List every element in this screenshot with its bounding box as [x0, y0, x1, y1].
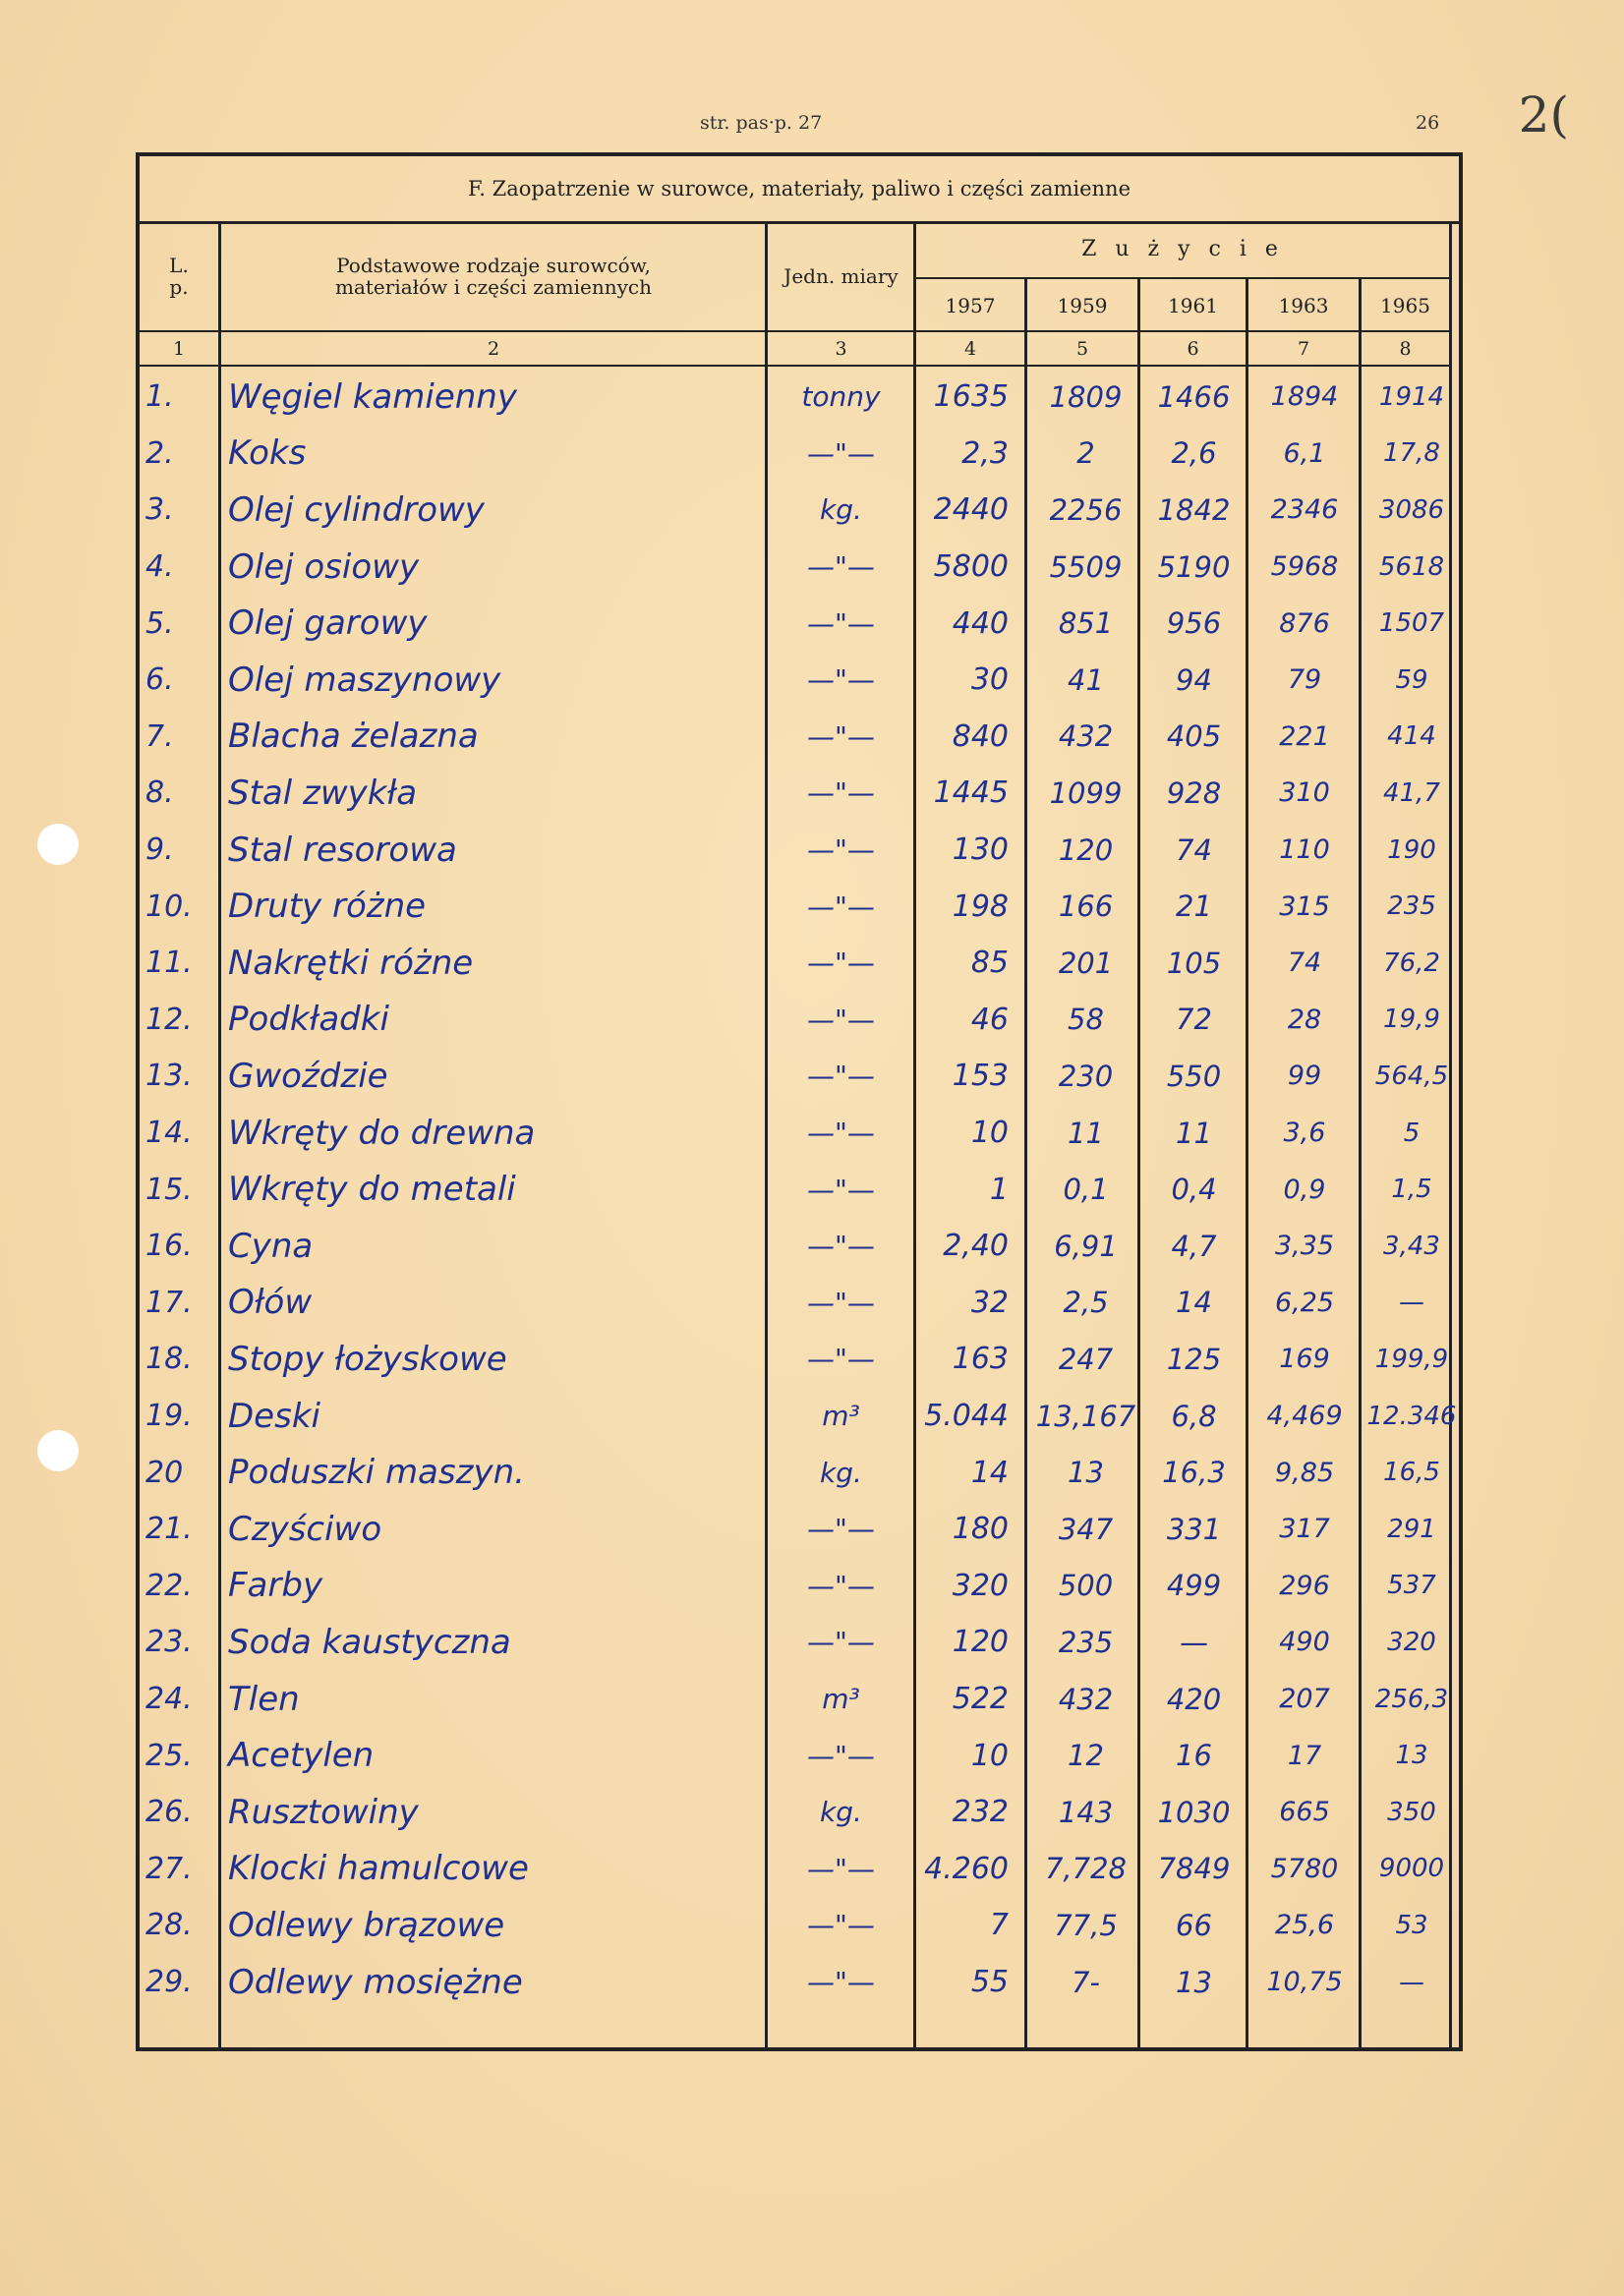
table-row	[140, 1784, 1459, 1841]
consumption-1963: 315	[1279, 890, 1330, 922]
consumption-1961: 6,8	[1171, 1399, 1217, 1433]
consumption-1957: 198	[952, 889, 1009, 924]
consumption-1957: 85	[970, 946, 1009, 981]
consumption-1965: 1914	[1378, 381, 1445, 412]
consumption-1961: 5190	[1157, 549, 1231, 584]
column-number: 2	[487, 337, 500, 360]
consumption-1957: 2,3	[961, 435, 1009, 471]
consumption-1965: 350	[1387, 1797, 1436, 1827]
consumption-1965: 256,3	[1374, 1684, 1449, 1714]
consumption-1961: 928	[1166, 775, 1222, 810]
unit-of-measure: —"—	[807, 606, 875, 640]
consumption-1961: 125	[1166, 1342, 1222, 1376]
consumption-1963: 9,85	[1274, 1457, 1335, 1488]
table-row	[140, 1897, 1459, 1954]
consumption-1959: 41	[1068, 662, 1104, 697]
header-consumption: Z u ż y c i e	[1081, 236, 1284, 261]
table-row	[140, 1275, 1459, 1332]
material-name: Odlewy brązowe	[228, 1905, 505, 1945]
material-name: Olej garowy	[228, 603, 428, 644]
unit-of-measure: —"—	[807, 663, 875, 697]
consumption-1965: 1,5	[1391, 1175, 1432, 1205]
unit-of-measure: kg.	[820, 1796, 862, 1829]
consumption-1961: 4,7	[1171, 1229, 1217, 1263]
consumption-1959: 166	[1058, 890, 1114, 924]
consumption-1957: 30	[970, 662, 1009, 698]
consumption-1965: 59	[1395, 664, 1428, 695]
row-number: 26.	[145, 1795, 193, 1830]
consumption-1963: 17	[1287, 1740, 1322, 1771]
consumption-1963: 0,9	[1283, 1174, 1326, 1205]
unit-of-measure: tonny	[801, 380, 881, 414]
consumption-1961: 11	[1176, 1116, 1212, 1150]
consumption-1959: 235	[1058, 1625, 1114, 1659]
unit-of-measure: —"—	[807, 1286, 875, 1319]
consumption-1965: 9000	[1378, 1854, 1445, 1884]
consumption-1957: 55	[970, 1965, 1009, 2000]
consumption-1959: 13,167	[1035, 1399, 1136, 1433]
material-name: Ołów	[228, 1283, 313, 1323]
row-number: 27.	[145, 1851, 193, 1886]
row-number: 9.	[145, 832, 174, 868]
table-row	[140, 878, 1459, 935]
material-name: Blacha żelazna	[228, 717, 479, 757]
consumption-1963: 25,6	[1274, 1910, 1335, 1941]
consumption-1961: 2,6	[1171, 436, 1217, 471]
unit-of-measure: —"—	[807, 1739, 875, 1772]
column-number: 6	[1187, 337, 1199, 360]
consumption-1959: 5509	[1049, 549, 1123, 584]
material-name: Wkręty do metali	[228, 1170, 516, 1210]
consumption-1957: 10	[970, 1116, 1009, 1151]
consumption-1957: 46	[970, 1002, 1009, 1037]
material-name: Klocki hamulcowe	[228, 1849, 529, 1889]
unit-of-measure: —"—	[807, 833, 875, 867]
unit-of-measure: —"—	[807, 1117, 875, 1150]
table-row	[140, 1671, 1459, 1728]
table-row	[140, 935, 1459, 992]
row-number: 20	[145, 1455, 184, 1490]
consumption-1961: 1466	[1157, 379, 1231, 414]
column-number: 8	[1399, 337, 1412, 360]
header-year-1965: 1965	[1380, 293, 1430, 317]
material-name: Tlen	[228, 1679, 300, 1719]
consumption-1957: 153	[952, 1059, 1009, 1094]
consumption-1963: 28	[1287, 1004, 1322, 1035]
unit-of-measure: —"—	[807, 1003, 875, 1036]
table-row	[140, 1218, 1459, 1275]
material-name: Koks	[228, 433, 307, 474]
consumption-1965: 41,7	[1383, 777, 1440, 808]
header-year-1963: 1963	[1278, 293, 1329, 317]
consumption-1965: 16,5	[1383, 1458, 1440, 1488]
consumption-1957: 1635	[933, 379, 1009, 415]
material-name: Stal resorowa	[228, 830, 457, 870]
consumption-1957: 5.044	[924, 1399, 1009, 1434]
row-number: 23.	[145, 1625, 193, 1660]
consumption-1963: 110	[1279, 834, 1330, 866]
consumption-1959: 7-	[1072, 1965, 1100, 1999]
consumption-1965: 291	[1387, 1514, 1436, 1544]
consumption-1963: 665	[1279, 1797, 1330, 1828]
consumption-1965: 5618	[1378, 551, 1445, 582]
table-row	[140, 765, 1459, 822]
consumption-1965: 414	[1387, 721, 1436, 752]
table-row	[140, 539, 1459, 596]
consumption-1957: 320	[952, 1568, 1009, 1603]
consumption-1961: 21	[1176, 890, 1212, 924]
table-row	[140, 369, 1459, 426]
consumption-1959: 1099	[1049, 775, 1123, 810]
unit-of-measure: kg.	[820, 1456, 862, 1489]
consumption-1959: 13	[1068, 1456, 1104, 1490]
row-number: 13.	[145, 1059, 193, 1094]
consumption-1965: 564,5	[1374, 1061, 1449, 1091]
unit-of-measure: —"—	[807, 1173, 875, 1206]
consumption-1963: 10,75	[1266, 1967, 1343, 1998]
consumption-1959: 7,728	[1044, 1852, 1128, 1886]
consumption-1957: 1	[989, 1172, 1009, 1207]
consumption-1957: 10	[970, 1738, 1009, 1773]
consumption-1959: 247	[1058, 1342, 1114, 1376]
header-year-1959: 1959	[1057, 293, 1108, 317]
material-name: Wkręty do drewna	[228, 1113, 536, 1153]
consumption-1961: 74	[1176, 832, 1212, 867]
consumption-1959: 11	[1068, 1116, 1104, 1150]
row-number: 29.	[145, 1965, 193, 2000]
table-row	[140, 595, 1459, 652]
unit-of-measure: —"—	[807, 436, 875, 470]
material-name: Poduszki maszyn.	[228, 1453, 525, 1493]
consumption-1959: 1809	[1049, 379, 1123, 414]
consumption-1959: 120	[1058, 832, 1114, 867]
consumption-1961: 14	[1176, 1286, 1212, 1320]
table-row	[140, 1558, 1459, 1615]
header-name: Podstawowe rodzaje surowców, materiałów i części zamiennych	[335, 253, 652, 299]
table-body	[140, 369, 1459, 2047]
table-row	[140, 482, 1459, 539]
consumption-1961: 16	[1176, 1739, 1212, 1773]
consumption-1965: 320	[1387, 1627, 1436, 1657]
unit-of-measure: —"—	[807, 947, 875, 980]
consumption-1961: 331	[1166, 1512, 1222, 1546]
column-number: 7	[1297, 337, 1310, 360]
consumption-1959: 2	[1076, 436, 1095, 471]
table-row	[140, 1501, 1459, 1558]
consumption-1965: 12.346	[1366, 1401, 1457, 1431]
consumption-1963: 221	[1279, 720, 1330, 752]
consumption-1963: 3,6	[1283, 1118, 1326, 1149]
consumption-1961: 66	[1176, 1908, 1212, 1942]
unit-of-measure: —"—	[807, 1626, 875, 1659]
material-name: Węgiel kamienny	[228, 376, 517, 417]
material-name: Olej osiowy	[228, 546, 420, 587]
table-row	[140, 1105, 1459, 1162]
row-number: 16.	[145, 1229, 193, 1264]
consumption-1959: 230	[1058, 1059, 1114, 1093]
material-name: Olej maszynowy	[228, 660, 501, 700]
consumption-1959: 347	[1058, 1512, 1114, 1546]
punch-hole	[37, 1430, 79, 1471]
consumption-1961: 7849	[1157, 1852, 1231, 1886]
corner-pencil-mark: 2(	[1518, 86, 1569, 144]
row-number: 17.	[145, 1285, 193, 1320]
consumption-1961: 1030	[1157, 1795, 1231, 1829]
consumption-1961: 1842	[1157, 492, 1231, 527]
row-number: 21.	[145, 1512, 193, 1547]
consumption-1965: 76,2	[1383, 947, 1440, 978]
unit-of-measure: —"—	[807, 1060, 875, 1093]
page-header-right: 26	[1416, 112, 1440, 134]
unit-of-measure: —"—	[807, 1852, 875, 1885]
row-number: 14.	[145, 1116, 193, 1151]
header-year-1957: 1957	[945, 293, 996, 317]
table-row	[140, 1388, 1459, 1445]
material-name: Acetylen	[228, 1736, 375, 1776]
material-name: Czyściwo	[228, 1509, 382, 1549]
consumption-1961: 16,3	[1162, 1456, 1226, 1490]
consumption-1959: 432	[1058, 719, 1114, 754]
material-name: Cyna	[228, 1226, 314, 1266]
consumption-1957: 1445	[933, 775, 1009, 811]
unit-of-measure: —"—	[807, 776, 875, 810]
consumption-1959: 851	[1058, 606, 1114, 641]
consumption-1961: 105	[1166, 946, 1222, 980]
table-row	[140, 1954, 1459, 2011]
consumption-1959: 58	[1068, 1003, 1104, 1037]
consumption-1963: 4,469	[1266, 1401, 1343, 1432]
unit-of-measure: —"—	[807, 550, 875, 584]
consumption-1965: 190	[1387, 834, 1436, 865]
consumption-1959: 6,91	[1054, 1229, 1118, 1263]
consumption-1959: 201	[1058, 946, 1114, 980]
row-number: 2.	[145, 435, 174, 471]
consumption-1957: 180	[952, 1512, 1009, 1547]
consumption-1963: 5968	[1270, 551, 1339, 583]
unit-of-measure: m³	[822, 1400, 860, 1433]
consumption-1957: 440	[952, 605, 1009, 641]
unit-of-measure: —"—	[807, 1343, 875, 1376]
consumption-1957: 14	[970, 1455, 1009, 1490]
page-header-left: str. pas·p. 27	[700, 112, 823, 134]
consumption-1965: 5	[1403, 1118, 1421, 1148]
row-number: 3.	[145, 492, 174, 528]
table-row	[140, 992, 1459, 1049]
row-number: 15.	[145, 1172, 193, 1207]
row-number: 28.	[145, 1908, 193, 1943]
consumption-1961: 405	[1166, 719, 1222, 754]
header-lp: L. p.	[169, 253, 189, 299]
material-name: Rusztowiny	[228, 1792, 419, 1832]
consumption-1963: 6,25	[1274, 1287, 1335, 1318]
consumption-1963: 99	[1287, 1061, 1322, 1092]
unit-of-measure: —"—	[807, 719, 875, 753]
material-name: Gwoździe	[228, 1056, 388, 1096]
row-number: 5.	[145, 605, 174, 641]
consumption-1965: 537	[1387, 1571, 1436, 1601]
row-number: 7.	[145, 718, 174, 754]
consumption-1961: 13	[1176, 1965, 1212, 1999]
consumption-1957: 2,40	[943, 1229, 1009, 1264]
material-name: Stopy łożyskowe	[228, 1339, 507, 1379]
row-number: 12.	[145, 1002, 193, 1037]
consumption-1963: 317	[1279, 1514, 1330, 1545]
consumption-1961: 0,4	[1171, 1173, 1217, 1207]
table-row	[140, 426, 1459, 483]
table-row	[140, 709, 1459, 766]
table-row	[140, 1444, 1459, 1501]
table-row	[140, 822, 1459, 879]
consumption-1963: 296	[1279, 1570, 1330, 1601]
consumption-1965: 3,43	[1383, 1231, 1440, 1261]
consumption-1963: 79	[1287, 664, 1322, 696]
consumption-1959: 12	[1068, 1739, 1104, 1773]
consumption-1959: 77,5	[1054, 1908, 1118, 1942]
consumption-1963: 169	[1279, 1344, 1330, 1375]
consumption-1963: 74	[1287, 947, 1322, 979]
table-row	[140, 1614, 1459, 1671]
table-row	[140, 1331, 1459, 1388]
header-divider	[140, 365, 1449, 367]
column-number: 1	[172, 337, 186, 360]
consumption-1961: 499	[1166, 1569, 1222, 1603]
consumption-1961: —	[1180, 1625, 1208, 1659]
consumption-1965: 3086	[1378, 494, 1445, 525]
table-row	[140, 1841, 1459, 1898]
consumption-1965: 1507	[1378, 608, 1445, 639]
consumption-1963: 3,35	[1274, 1231, 1335, 1262]
consumption-1963: 6,1	[1283, 437, 1326, 469]
consumption-1965: 199,9	[1374, 1344, 1449, 1374]
consumption-1957: 163	[952, 1342, 1009, 1377]
row-number: 10.	[145, 889, 193, 924]
supply-table	[136, 152, 1463, 2051]
consumption-1957: 840	[952, 718, 1009, 754]
consumption-1961: 94	[1176, 662, 1212, 697]
consumption-1961: 420	[1166, 1682, 1222, 1716]
consumption-1961: 956	[1166, 606, 1222, 641]
consumption-1959: 2,5	[1063, 1286, 1109, 1320]
column-number: 4	[963, 337, 977, 360]
row-number: 11.	[145, 946, 193, 981]
table-row	[140, 652, 1459, 709]
consumption-1963: 1894	[1270, 381, 1339, 413]
column-number: 3	[835, 337, 847, 360]
consumption-1965: 235	[1387, 891, 1436, 922]
unit-of-measure: —"—	[807, 1230, 875, 1263]
consumption-1963: 5780	[1270, 1853, 1339, 1884]
unit-of-measure: —"—	[807, 890, 875, 923]
material-name: Farby	[228, 1566, 323, 1606]
consumption-1957: 130	[952, 832, 1009, 868]
consumption-1959: 143	[1058, 1795, 1114, 1829]
header-year-1961: 1961	[1168, 293, 1218, 317]
consumption-1957: 120	[952, 1625, 1009, 1660]
consumption-1957: 5800	[933, 549, 1009, 585]
row-number: 1.	[145, 379, 174, 415]
consumption-1957: 2440	[933, 492, 1009, 528]
material-name: Druty różne	[228, 887, 427, 927]
material-name: Podkładki	[228, 1000, 389, 1040]
unit-of-measure: —"—	[807, 1909, 875, 1942]
consumption-1959: 500	[1058, 1569, 1114, 1603]
unit-of-measure: —"—	[807, 1569, 875, 1602]
row-number: 22.	[145, 1568, 193, 1603]
consumption-1957: 232	[952, 1795, 1009, 1830]
punch-hole	[37, 824, 79, 865]
row-number: 4.	[145, 549, 174, 585]
header-divider	[913, 277, 1449, 279]
consumption-1961: 72	[1176, 1003, 1212, 1037]
consumption-1965: 19,9	[1383, 1004, 1440, 1035]
consumption-1957: 522	[952, 1682, 1009, 1717]
unit-of-measure: —"—	[807, 1966, 875, 1999]
material-name: Stal zwykła	[228, 773, 418, 813]
unit-of-measure: —"—	[807, 1513, 875, 1546]
material-name: Odlewy mosiężne	[228, 1962, 523, 2002]
consumption-1965: 53	[1395, 1910, 1428, 1940]
table-row	[140, 1048, 1459, 1105]
consumption-1957: 4.260	[924, 1851, 1009, 1886]
consumption-1961: 550	[1166, 1059, 1222, 1093]
consumption-1965: —	[1399, 1967, 1424, 1997]
unit-of-measure: m³	[822, 1683, 860, 1716]
consumption-1963: 207	[1279, 1684, 1330, 1715]
row-number: 8.	[145, 775, 174, 811]
consumption-1963: 490	[1279, 1627, 1330, 1658]
table-row	[140, 1727, 1459, 1784]
unit-of-measure: kg.	[820, 493, 862, 527]
material-name: Deski	[228, 1396, 320, 1436]
consumption-1959: 432	[1058, 1682, 1114, 1716]
consumption-1963: 2346	[1270, 494, 1339, 526]
row-number: 24.	[145, 1682, 193, 1717]
material-name: Olej cylindrowy	[228, 489, 485, 530]
consumption-1963: 310	[1279, 777, 1330, 809]
consumption-1965: 17,8	[1383, 438, 1440, 469]
material-name: Soda kaustyczna	[228, 1622, 511, 1662]
consumption-1963: 876	[1279, 607, 1330, 639]
material-name: Nakrętki różne	[228, 943, 474, 983]
row-number: 6.	[145, 662, 174, 698]
row-number: 18.	[145, 1342, 193, 1377]
table-row	[140, 1161, 1459, 1218]
consumption-1957: 32	[970, 1285, 1009, 1320]
header-unit: Jedn. miary	[783, 263, 899, 288]
row-number: 25.	[145, 1738, 193, 1773]
row-number: 19.	[145, 1399, 193, 1434]
table-title: F. Zaopatrzenie w surowce, materiały, paliwo i części zamienne	[140, 156, 1459, 224]
column-number: 5	[1075, 337, 1089, 360]
consumption-1957: 7	[989, 1908, 1009, 1943]
consumption-1959: 0,1	[1063, 1173, 1109, 1207]
consumption-1965: —	[1399, 1288, 1424, 1318]
consumption-1965: 13	[1395, 1741, 1428, 1771]
consumption-1959: 2256	[1049, 492, 1123, 527]
